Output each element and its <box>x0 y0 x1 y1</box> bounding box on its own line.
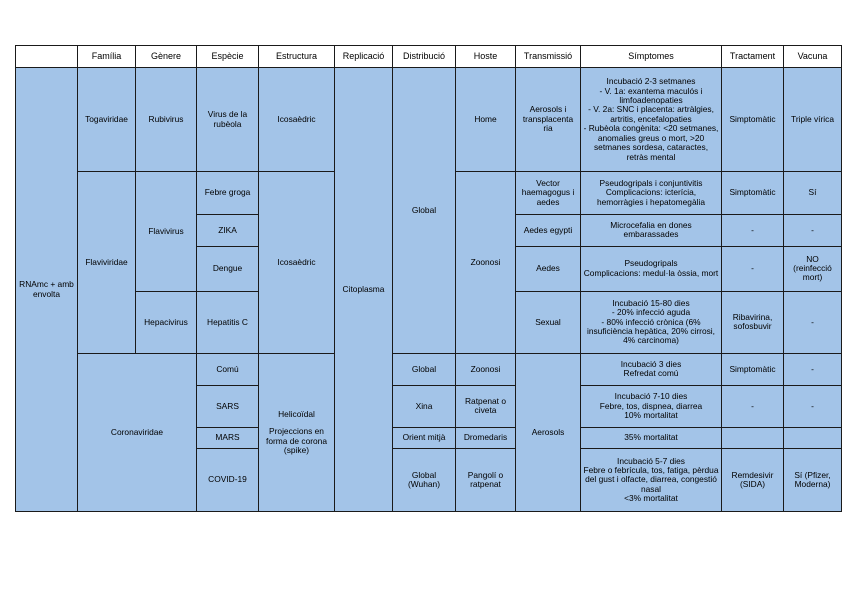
transmission-cell: Aedes <box>516 247 581 292</box>
header-cell-treatment: Tractament <box>722 46 784 68</box>
distribution-cell: Xina <box>393 385 456 427</box>
treatment-cell: - <box>722 247 784 292</box>
host-cell: Ratpenat o civeta <box>456 385 516 427</box>
symptoms-cell: Pseudogripals i conjuntivitis Complicacions: icterícia, hemorràgies i hepatomegàlia <box>581 172 722 214</box>
genus-cell: Rubivirus <box>136 68 197 172</box>
structure-description: Projeccions en forma de corona (spike) <box>266 426 327 455</box>
host-cell: Home <box>456 68 516 172</box>
vaccine-cell: Sí (Pfizer, Moderna) <box>784 449 842 512</box>
family-cell: Togaviridae <box>78 68 136 172</box>
vaccine-cell <box>784 428 842 449</box>
transmission-cell: Aerosols <box>516 354 581 512</box>
symptoms-cell: Incubació 15-80 dies - 20% infecció aguda - 80% infecció crònica (6% insuficiència hepàtica, 20% cirrosi, 4% carcinoma) <box>581 291 722 354</box>
structure-cell: Icosaèdric <box>259 68 335 172</box>
species-cell: Febre groga <box>197 172 259 214</box>
vaccine-cell: - <box>784 385 842 427</box>
family-cell: Coronaviridae <box>78 354 197 512</box>
family-cell: Flaviviridae <box>78 172 136 354</box>
transmission-cell: Sexual <box>516 291 581 354</box>
transmission-cell: Vector haemagogus i aedes <box>516 172 581 214</box>
host-cell: Pangolí o ratpenat <box>456 449 516 512</box>
treatment-cell: Remdesivir (SIDA) <box>722 449 784 512</box>
table-row <box>16 354 842 385</box>
group-cell: RNAmc + amb envolta <box>16 68 78 512</box>
distribution-cell: Orient mitjà <box>393 428 456 449</box>
host-cell: Dromedaris <box>456 428 516 449</box>
species-cell: Virus de la rubèola <box>197 68 259 172</box>
distribution-cell: Global (Wuhan) <box>393 449 456 512</box>
structure-cell: Icosaèdric <box>259 172 335 354</box>
genus-cell: Flavivirus <box>136 172 197 291</box>
header-cell-vaccine: Vacuna <box>784 46 842 68</box>
treatment-cell: Simptomàtic <box>722 172 784 214</box>
header-cell-species: Espècie <box>197 46 259 68</box>
distribution-cell: Global <box>393 354 456 385</box>
symptoms-cell: Microcefalia en dones embarassades <box>581 214 722 246</box>
species-cell: Hepatitis C <box>197 291 259 354</box>
species-cell: Comú <box>197 354 259 385</box>
symptoms-cell: Incubació 5-7 dies Febre o febrícula, tos, fatiga, pèrdua del gust i olfacte, diarrea, congestió nasal <3% mortalitat <box>581 449 722 512</box>
header-row <box>16 46 842 68</box>
structure-title: Helicoïdal <box>278 408 315 419</box>
distribution-cell: Global <box>393 68 456 354</box>
treatment-cell <box>722 428 784 449</box>
header-cell-distribution: Distribució <box>393 46 456 68</box>
virus-table <box>15 45 842 512</box>
treatment-cell: Simptomàtic <box>722 68 784 172</box>
host-cell: Zoonosi <box>456 354 516 385</box>
vaccine-cell: - <box>784 354 842 385</box>
symptoms-cell: Incubació 2-3 setmanes - V. 1a: exantema maculós i limfoadenopaties - V. 2a: SNC i placenta: artràlgies, artritis, encefalopaties - Rubèola congènita: <20 setmanes, anomalies greus o mort, >20 setmanes sordesa, cataractes, retràs mental <box>581 68 722 172</box>
symptoms-cell: Incubació 3 dies Refredat comú <box>581 354 722 385</box>
transmission-cell: Aerosols i transplacenta ria <box>516 68 581 172</box>
treatment-cell: Ribavirina, sofosbuvir <box>722 291 784 354</box>
species-cell: MARS <box>197 428 259 449</box>
header-cell-family: Família <box>78 46 136 68</box>
vaccine-cell: - <box>784 214 842 246</box>
transmission-cell: Aedes egypti <box>516 214 581 246</box>
vaccine-cell: - <box>784 291 842 354</box>
species-cell: SARS <box>197 385 259 427</box>
header-cell-transmission: Transmissió <box>516 46 581 68</box>
species-cell: COVID-19 <box>197 449 259 512</box>
species-cell: Dengue <box>197 247 259 292</box>
header-cell-replication: Replicació <box>335 46 393 68</box>
header-cell-genus: Gènere <box>136 46 197 68</box>
symptoms-cell: 35% mortalitat <box>581 428 722 449</box>
vaccine-cell: NO (reinfecció mort) <box>784 247 842 292</box>
treatment-cell: - <box>722 214 784 246</box>
header-cell-symptoms: Símptomes <box>581 46 722 68</box>
table-row <box>16 68 842 172</box>
structure-cell <box>259 354 335 512</box>
header-cell-group <box>16 46 78 68</box>
header-cell-host: Hoste <box>456 46 516 68</box>
genus-cell: Hepacivirus <box>136 291 197 354</box>
treatment-cell: - <box>722 385 784 427</box>
symptoms-cell: Pseudogripals Complicacions: medul·la òssia, mort <box>581 247 722 292</box>
species-cell: ZIKA <box>197 214 259 246</box>
symptoms-cell: Incubació 7-10 dies Febre, tos, dispnea, diarrea 10% mortalitat <box>581 385 722 427</box>
header-cell-structure: Estructura <box>259 46 335 68</box>
host-cell: Zoonosi <box>456 172 516 354</box>
vaccine-cell: Sí <box>784 172 842 214</box>
vaccine-cell: Triple vírica <box>784 68 842 172</box>
treatment-cell: Simptomàtic <box>722 354 784 385</box>
replication-cell: Citoplasma <box>335 68 393 512</box>
